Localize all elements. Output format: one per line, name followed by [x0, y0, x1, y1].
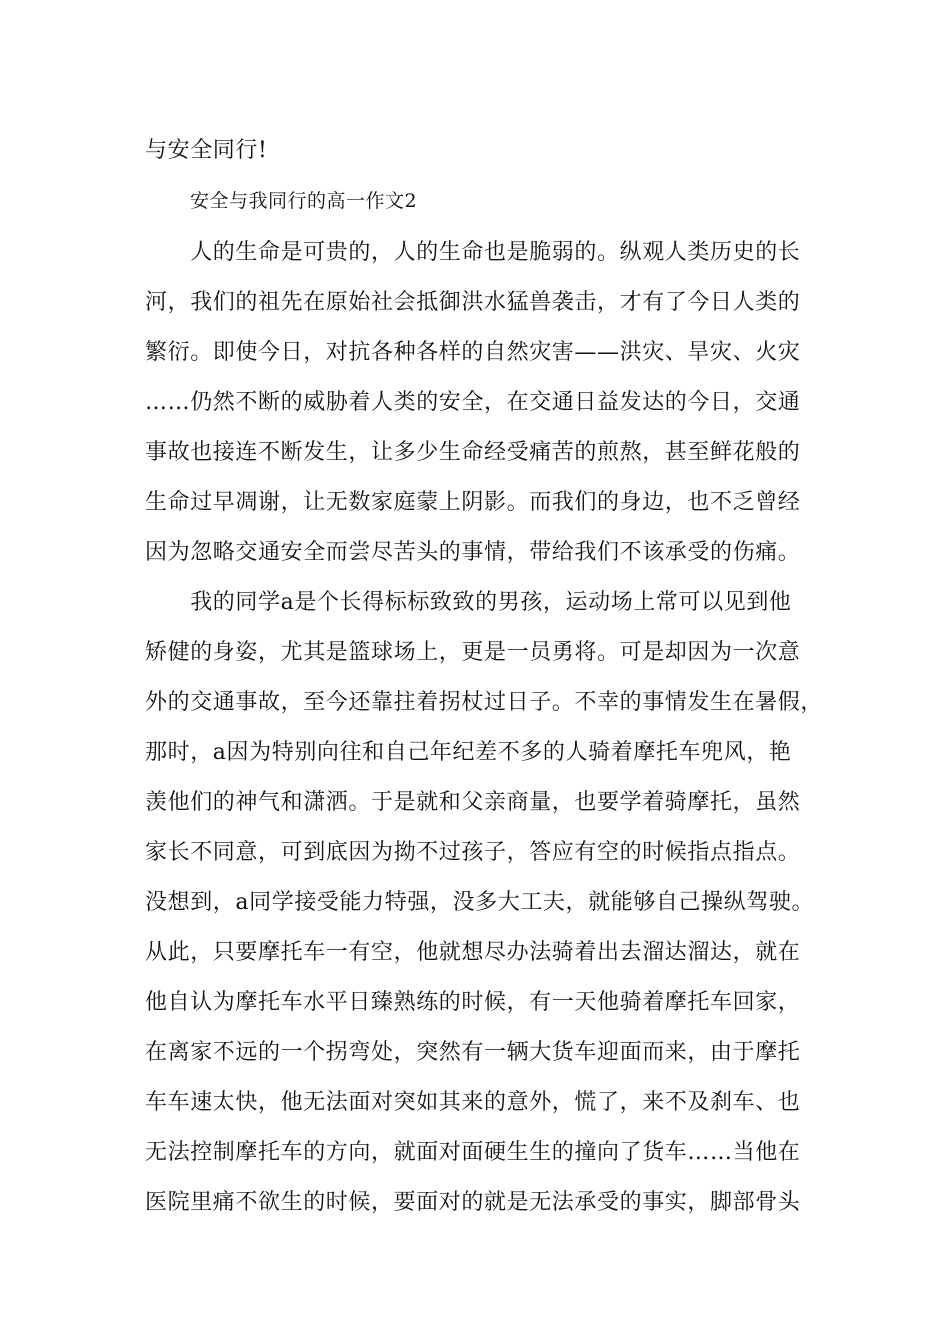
paragraph-line: 矫健的身姿，尤其是篮球场上，更是一员勇将。可是却因为一次意 — [145, 640, 801, 665]
paragraph-line: 家长不同意，可到底因为拗不过孩子，答应有空的时候指点指点。 — [145, 840, 801, 865]
paragraph-line: 医院里痛不欲生的时候，要面对的就是无法承受的事实，脚部骨头 — [145, 1190, 801, 1215]
paragraph-line: 那时，a因为特别向往和自己年纪差不多的人骑着摩托车兜风，艳 — [145, 740, 792, 765]
paragraph-line: 羡他们的神气和潇洒。于是就和父亲商量，也要学着骑摩托，虽然 — [145, 790, 801, 815]
paragraph-line: 生命过早凋谢，让无数家庭蒙上阴影。而我们的身边，也不乏曾经 — [145, 490, 801, 515]
paragraph-line: 因为忽略交通安全而尝尽苦头的事情，带给我们不该承受的伤痛。 — [145, 540, 801, 565]
paragraph-line: 无法控制摩托车的方向，就面对面硬生生的撞向了货车……当他在 — [145, 1140, 801, 1165]
paragraph-line: ……仍然不断的威胁着人类的安全，在交通日益发达的今日，交通 — [145, 390, 801, 415]
paragraph-line: 事故也接连不断发生，让多少生命经受痛苦的煎熬，甚至鲜花般的 — [145, 440, 801, 465]
paragraph-line: 人的生命是可贵的，人的生命也是脆弱的。纵观人类历史的长 — [145, 240, 801, 265]
paragraph-line: 河，我们的祖先在原始社会抵御洪水猛兽袭击，才有了今日人类的 — [145, 290, 801, 315]
paragraph-line: 从此，只要摩托车一有空，他就想尽办法骑着出去溜达溜达，就在 — [145, 940, 801, 965]
paragraph-line: 外的交通事故，至今还靠拄着拐杖过日子。不幸的事情发生在暑假， — [145, 690, 824, 715]
essay-heading: 安全与我同行的高一作文2 — [190, 190, 418, 212]
paragraph-line: 繁衍。即使今日，对抗各种各样的自然灾害——洪灾、旱灾、火灾 — [145, 340, 801, 365]
paragraph-line: 车车速太快，他无法面对突如其来的意外，慌了，来不及刹车、也 — [145, 1090, 801, 1115]
text-line-closing: 与安全同行! — [145, 138, 268, 163]
paragraph-line: 我的同学a是个长得标标致致的男孩，运动场上常可以见到他 — [145, 590, 792, 615]
paragraph-line: 他自认为摩托车水平日臻熟练的时候，有一天他骑着摩托车回家， — [145, 990, 801, 1015]
paragraph-line: 在离家不远的一个拐弯处，突然有一辆大货车迎面而来，由于摩托 — [145, 1040, 801, 1065]
paragraph-line: 没想到，a同学接受能力特强，没多大工夫，就能够自己操纵驾驶。 — [145, 890, 815, 915]
